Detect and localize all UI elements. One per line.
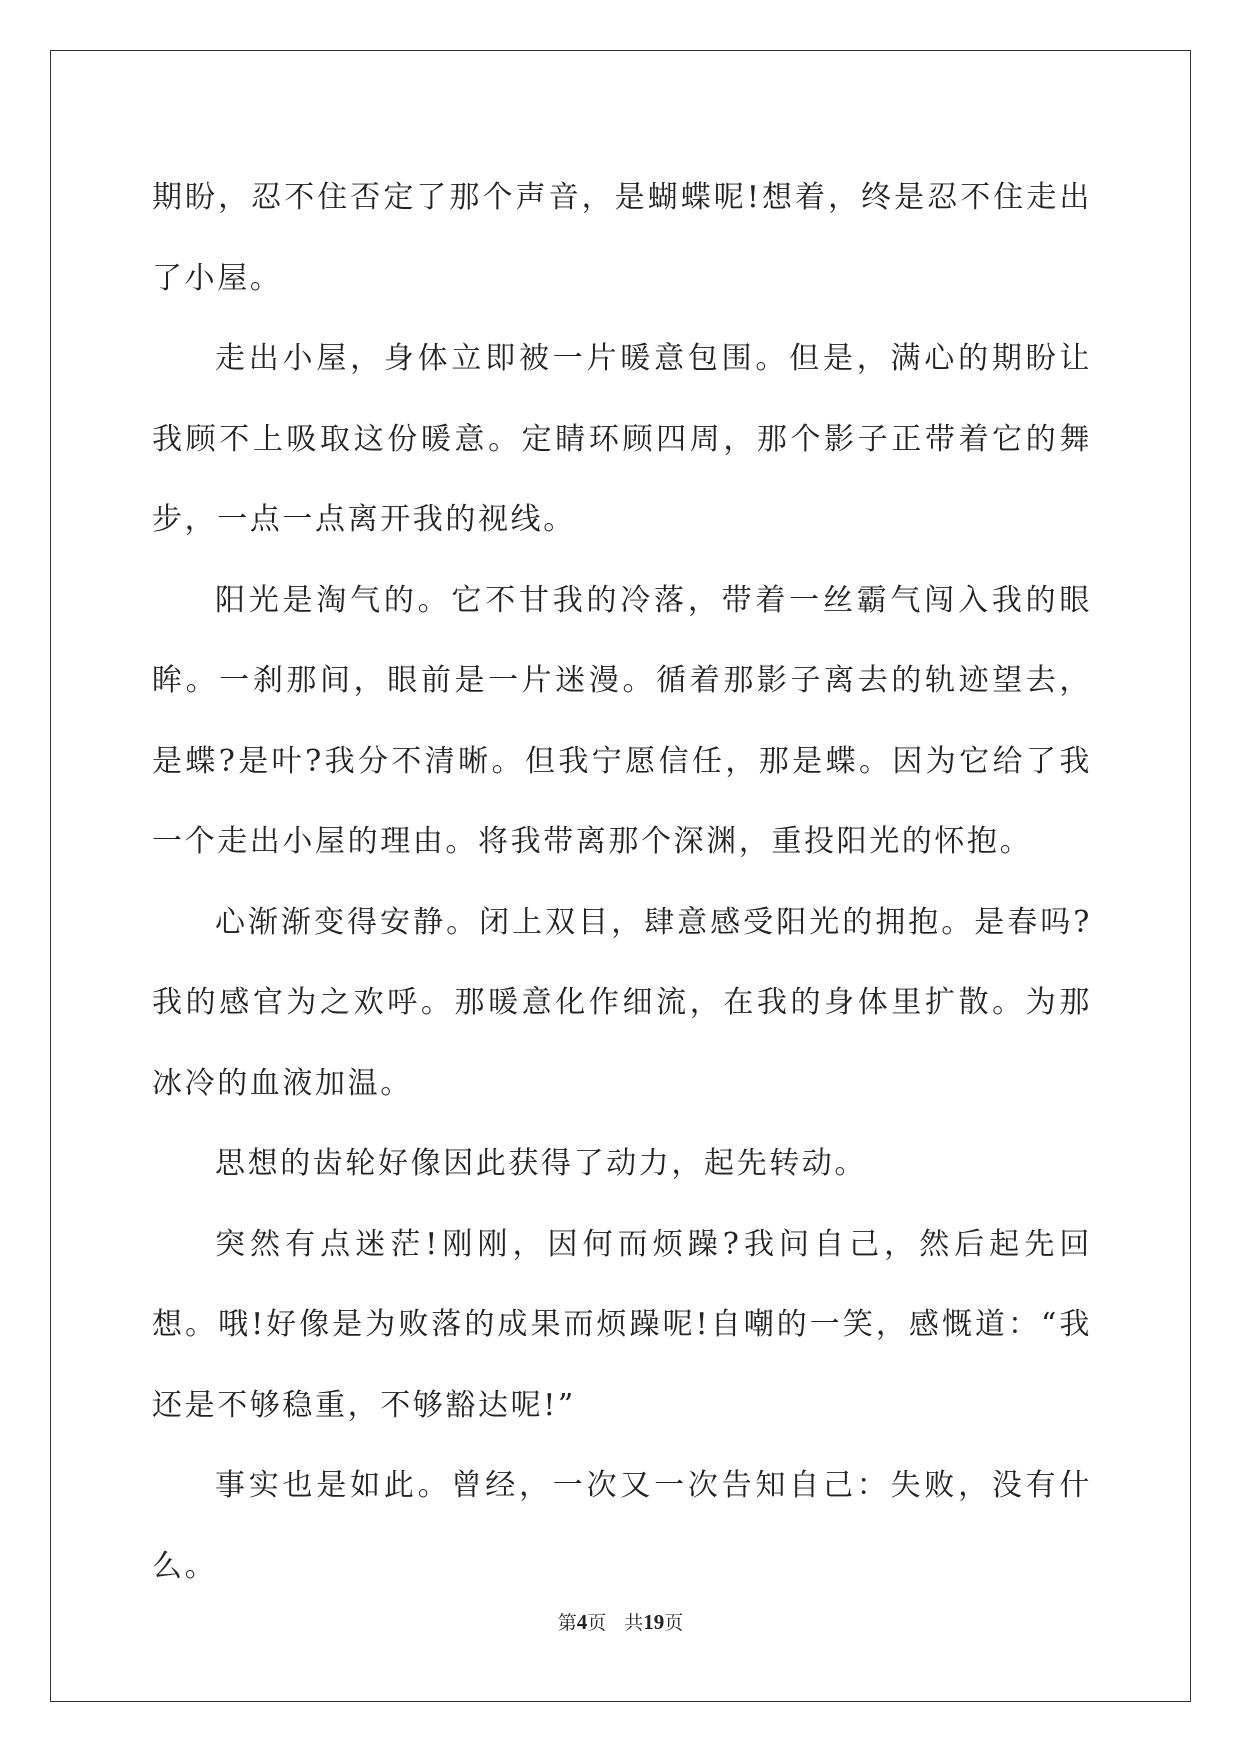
total-suffix: 页 bbox=[664, 1612, 684, 1634]
page-number: 4 bbox=[576, 1610, 588, 1634]
paragraph-4: 心渐渐变得安静。闭上双目，肆意感受阳光的拥抱。是春吗?我的感官为之欢呼。那暖意化作细流，在我的身体里扩散。为那冰冷的血液加温。 bbox=[152, 904, 1092, 1101]
page-footer bbox=[0, 1608, 1241, 1635]
page-prefix: 第 bbox=[557, 1612, 577, 1634]
paragraph-3: 阳光是淘气的。它不甘我的冷落，带着一丝霸气闯入我的眼眸。一刹那间，眼前是一片迷漫。循着那影子离去的轨迹望去，是蝶?是叶?我分不清晰。但我宁愿信任，那是蝶。因为它给了我一个走出小屋的理由。将我带离那个深渊，重投阳光的怀抱。 bbox=[152, 582, 1092, 859]
paragraph-6: 突然有点迷茫!刚刚，因何而烦躁?我问自己，然后起先回想。哦!好像是为败落的成果而烦躁呢!自嘲的一笑，感慨道：“我还是不够稳重，不够豁达呢!” bbox=[152, 1226, 1092, 1423]
page-suffix: 页 bbox=[587, 1612, 607, 1634]
paragraph-2: 走出小屋，身体立即被一片暖意包围。但是，满心的期盼让我顾不上吸取这份暖意。定睛环顾四周，那个影子正带着它的舞步，一点一点离开我的视线。 bbox=[152, 341, 1092, 537]
paragraph-1: 期盼，忍不住否定了那个声音，是蝴蝶呢!想着，终是忍不住走出了小屋。 bbox=[152, 180, 1092, 296]
paragraph-5: 思想的齿轮好像因此获得了动力，起先转动。 bbox=[215, 1146, 867, 1181]
total-prefix: 共 bbox=[624, 1612, 644, 1634]
document-body bbox=[152, 158, 1092, 1607]
paragraph-7: 事实也是如此。曾经，一次又一次告知自己：失败，没有什么。 bbox=[152, 1468, 1092, 1584]
total-pages: 19 bbox=[643, 1610, 665, 1634]
